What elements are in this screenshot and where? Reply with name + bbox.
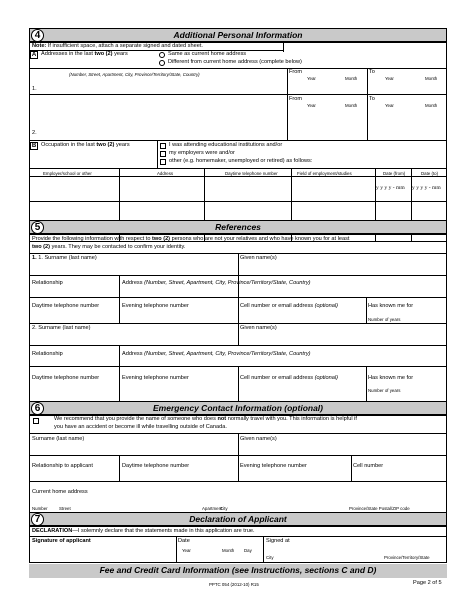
ref1-daytime-tel-label: Daytime telephone number <box>32 303 100 309</box>
occupation-label: Occupation in the last two (2) years <box>41 142 130 148</box>
fee-title: Fee and Credit Card Information (see Instructions, sections C and D) <box>99 565 377 575</box>
emergency-evening-tel-label: Evening telephone number <box>240 463 307 469</box>
other-checkbox[interactable] <box>160 159 166 165</box>
ref2-known-label: Has known me for <box>368 375 414 381</box>
employers-checkbox[interactable] <box>160 151 166 157</box>
from-label-2: From <box>289 96 303 102</box>
page-number: Page 2 of 5 <box>413 580 442 586</box>
addr-sub-apartment: Apartment <box>202 506 223 511</box>
col-date-from: Date (from) <box>383 171 406 176</box>
to-label-2: To <box>369 96 375 102</box>
emergency-address-label: Current home address <box>32 489 88 495</box>
date-label: Date <box>178 538 190 544</box>
col-daytime-tel: Daytime telephone number <box>225 171 278 176</box>
section-5-header <box>29 220 447 234</box>
ref1-known-label: Has known me for <box>368 303 414 309</box>
col-employer: Employer/school or other <box>43 171 92 176</box>
ref1-relationship-label: Relationship <box>32 280 63 286</box>
attending-education-label: I was attending educational institutions and/or <box>169 142 283 148</box>
section-5-number: 5 <box>31 221 44 234</box>
col-date-to: Date (to) <box>421 171 439 176</box>
ref2-surname-label: 2. Surname (last name) <box>32 325 91 331</box>
references-intro-2: two (2) years. They may be contacted to confirm your identity. <box>32 244 186 250</box>
references-intro-1: Provide the following information with respect to two (2) persons who are not your relatives and who have known you for at least <box>32 236 350 242</box>
ref2-years-label: Number of years <box>368 388 401 393</box>
ref2-address-label: Address (Number, Street, Apartment, City, Province/Territory/State, Country) <box>122 351 311 357</box>
signature-label: Signature of applicant <box>32 538 91 544</box>
addr-sub-number: Number <box>32 506 48 511</box>
col-field: Field of employment/studies <box>297 171 352 176</box>
row-1-label: 1. <box>32 86 37 92</box>
section-6-number: 6 <box>31 402 44 415</box>
ref1-surname-label: 1. 1. Surname (last name) <box>32 255 97 261</box>
different-address-label: Different from current home address (complete below) <box>168 59 302 65</box>
addresses-label: Addresses in the last two (2) years <box>41 51 128 57</box>
date-from-format: y y y y - mm <box>376 185 405 191</box>
same-address-radio[interactable] <box>159 52 165 58</box>
signed-at-province: Province/Territory/State <box>384 555 430 560</box>
from-label-1: From <box>289 69 303 75</box>
employers-label: my employers were and/or <box>169 150 235 156</box>
label-b: B <box>31 143 37 149</box>
same-address-label: Same as current home address <box>168 51 247 57</box>
section-7-header <box>29 512 447 526</box>
ref2-cell-label: Cell number or email address (optional) <box>240 375 338 381</box>
date-to-format: y y y y - mm <box>412 185 441 191</box>
other-label: other (e.g. homemaker, unemployed or retired) as follows: <box>169 158 313 164</box>
emergency-relationship-label: Relationship to applicant <box>32 463 93 469</box>
signed-at-city: City <box>266 555 274 560</box>
section-7-title: Declaration of Applicant <box>189 514 287 524</box>
fee-header <box>29 564 447 578</box>
signed-at-label: Signed at <box>266 538 290 544</box>
emergency-surname-label: Surname (last name) <box>32 436 85 442</box>
section-5-title: References <box>215 222 261 232</box>
emergency-cell-label: Cell number <box>353 463 384 469</box>
ref2-daytime-tel-label: Daytime telephone number <box>32 375 100 381</box>
section-6-header <box>29 401 447 415</box>
ref2-evening-tel-label: Evening telephone number <box>122 375 189 381</box>
ref1-cell-label: Cell number or email address (optional) <box>240 303 338 309</box>
emergency-recommend-1: We recommend that you provide the name of someone who does not normally travel with you. This information is helpful if <box>54 416 357 422</box>
ref1-given-label: Given name(s) <box>240 255 277 261</box>
ref1-evening-tel-label: Evening telephone number <box>122 303 189 309</box>
address-header: (Number, Street, Apartment, City, Province/Territory/State, Country) <box>69 72 200 77</box>
to-label-1: To <box>369 69 375 75</box>
form-page: 4 Additional Personal Information Note: If insufficient space, attach a separate signed and dated sheet. A Addresses in the last two (2) years Same as current home address Different from current home address (complete below) (Number, Street, Apartment, City, Province/Territory/State, Country) From Year Month To Year Month 1. From Year Month To Year Month 2. B Occupation in the last two (2) years I was attending educational institutions and/or my employers were and/or other (e.g. homemaker, unemployed or retired) as follows: Employer/school or other Address Daytime telephone number Field of employment/studies Date (from) Date (to) y y y y - mm y y y y - mm 5 References Provide the following information with respect to two (2) persons who are not your relatives and who have known you for at least two (2) years. They may be contacted to confirm your identity. 1. 1. Surname (last name) Given name(s) Relationship Address (Number, Street, Apartment, City, Province/Territory/State, Country) Daytime telephone number Evening telephone number Cell number or email address (optional) Has known me for Number of years 2. Surname (last name) Given name(s) Relationship Address (Number, Street, Apartment, City, Province/Territory/State, Country) Daytime telephone number Evening telephone number Cell number or email address (optional) Has known me for Number of years 6 Emergency Contact Information (optional) We recommend that you provide the name of someone who does not normally travel with you. This information is helpful if you have an accident or become ill while travelling outside of Canada. Surname (last name) Given name(s) Relationship to applicant Daytime telephone number Evening telephone number Cell number Current home address Number Street Apartment City Province/State Postal/ZIP code 7 Declaration of Applicant DECLARATION—I solemnly declare that the statements made in this application are true. Signature of applicant Date Year Month Day Signed at City Province/Territory/State Fee and Credit Card Information (see Instructions, sections C and D) PPTC 054 (2012-10) R15 Page 2 of 5 <box>29 25 447 593</box>
ref1-address-label: Address (Number, Street, Apartment, City, Province/Territory/State, Country) <box>122 280 311 286</box>
emergency-recommend-2: you have an accident or become ill while travelling outside of Canada. <box>54 424 227 430</box>
label-a: A <box>31 52 37 58</box>
addr-sub-province-postal: Province/State Postal/ZIP code <box>349 506 410 511</box>
col-address: Address <box>157 171 174 176</box>
emergency-given-label: Given name(s) <box>240 436 277 442</box>
different-address-radio[interactable] <box>159 60 165 66</box>
addr-sub-street: Street <box>59 506 71 511</box>
addr-sub-city: City <box>220 506 228 511</box>
section-4-header <box>29 28 447 42</box>
section-7-number: 7 <box>31 513 44 526</box>
emergency-contact-checkbox[interactable] <box>33 418 39 424</box>
ref2-given-label: Given name(s) <box>240 325 277 331</box>
note-line: Note: If insufficient space, attach a separate signed and dated sheet. <box>32 43 203 49</box>
ref1-years-label: Number of years <box>368 317 401 322</box>
section-6-title: Emergency Contact Information (optional) <box>152 403 323 413</box>
section-4-number: 4 <box>31 29 44 42</box>
section-4-title: Additional Personal Information <box>173 30 303 40</box>
emergency-daytime-tel-label: Daytime telephone number <box>122 463 190 469</box>
ref2-relationship-label: Relationship <box>32 351 63 357</box>
attending-education-checkbox[interactable] <box>160 143 166 149</box>
declaration-text: DECLARATION—I solemnly declare that the statements made in this application are true. <box>32 528 255 534</box>
row-2-label: 2. <box>32 130 37 136</box>
form-number: PPTC 054 (2012-10) R15 <box>209 582 259 587</box>
